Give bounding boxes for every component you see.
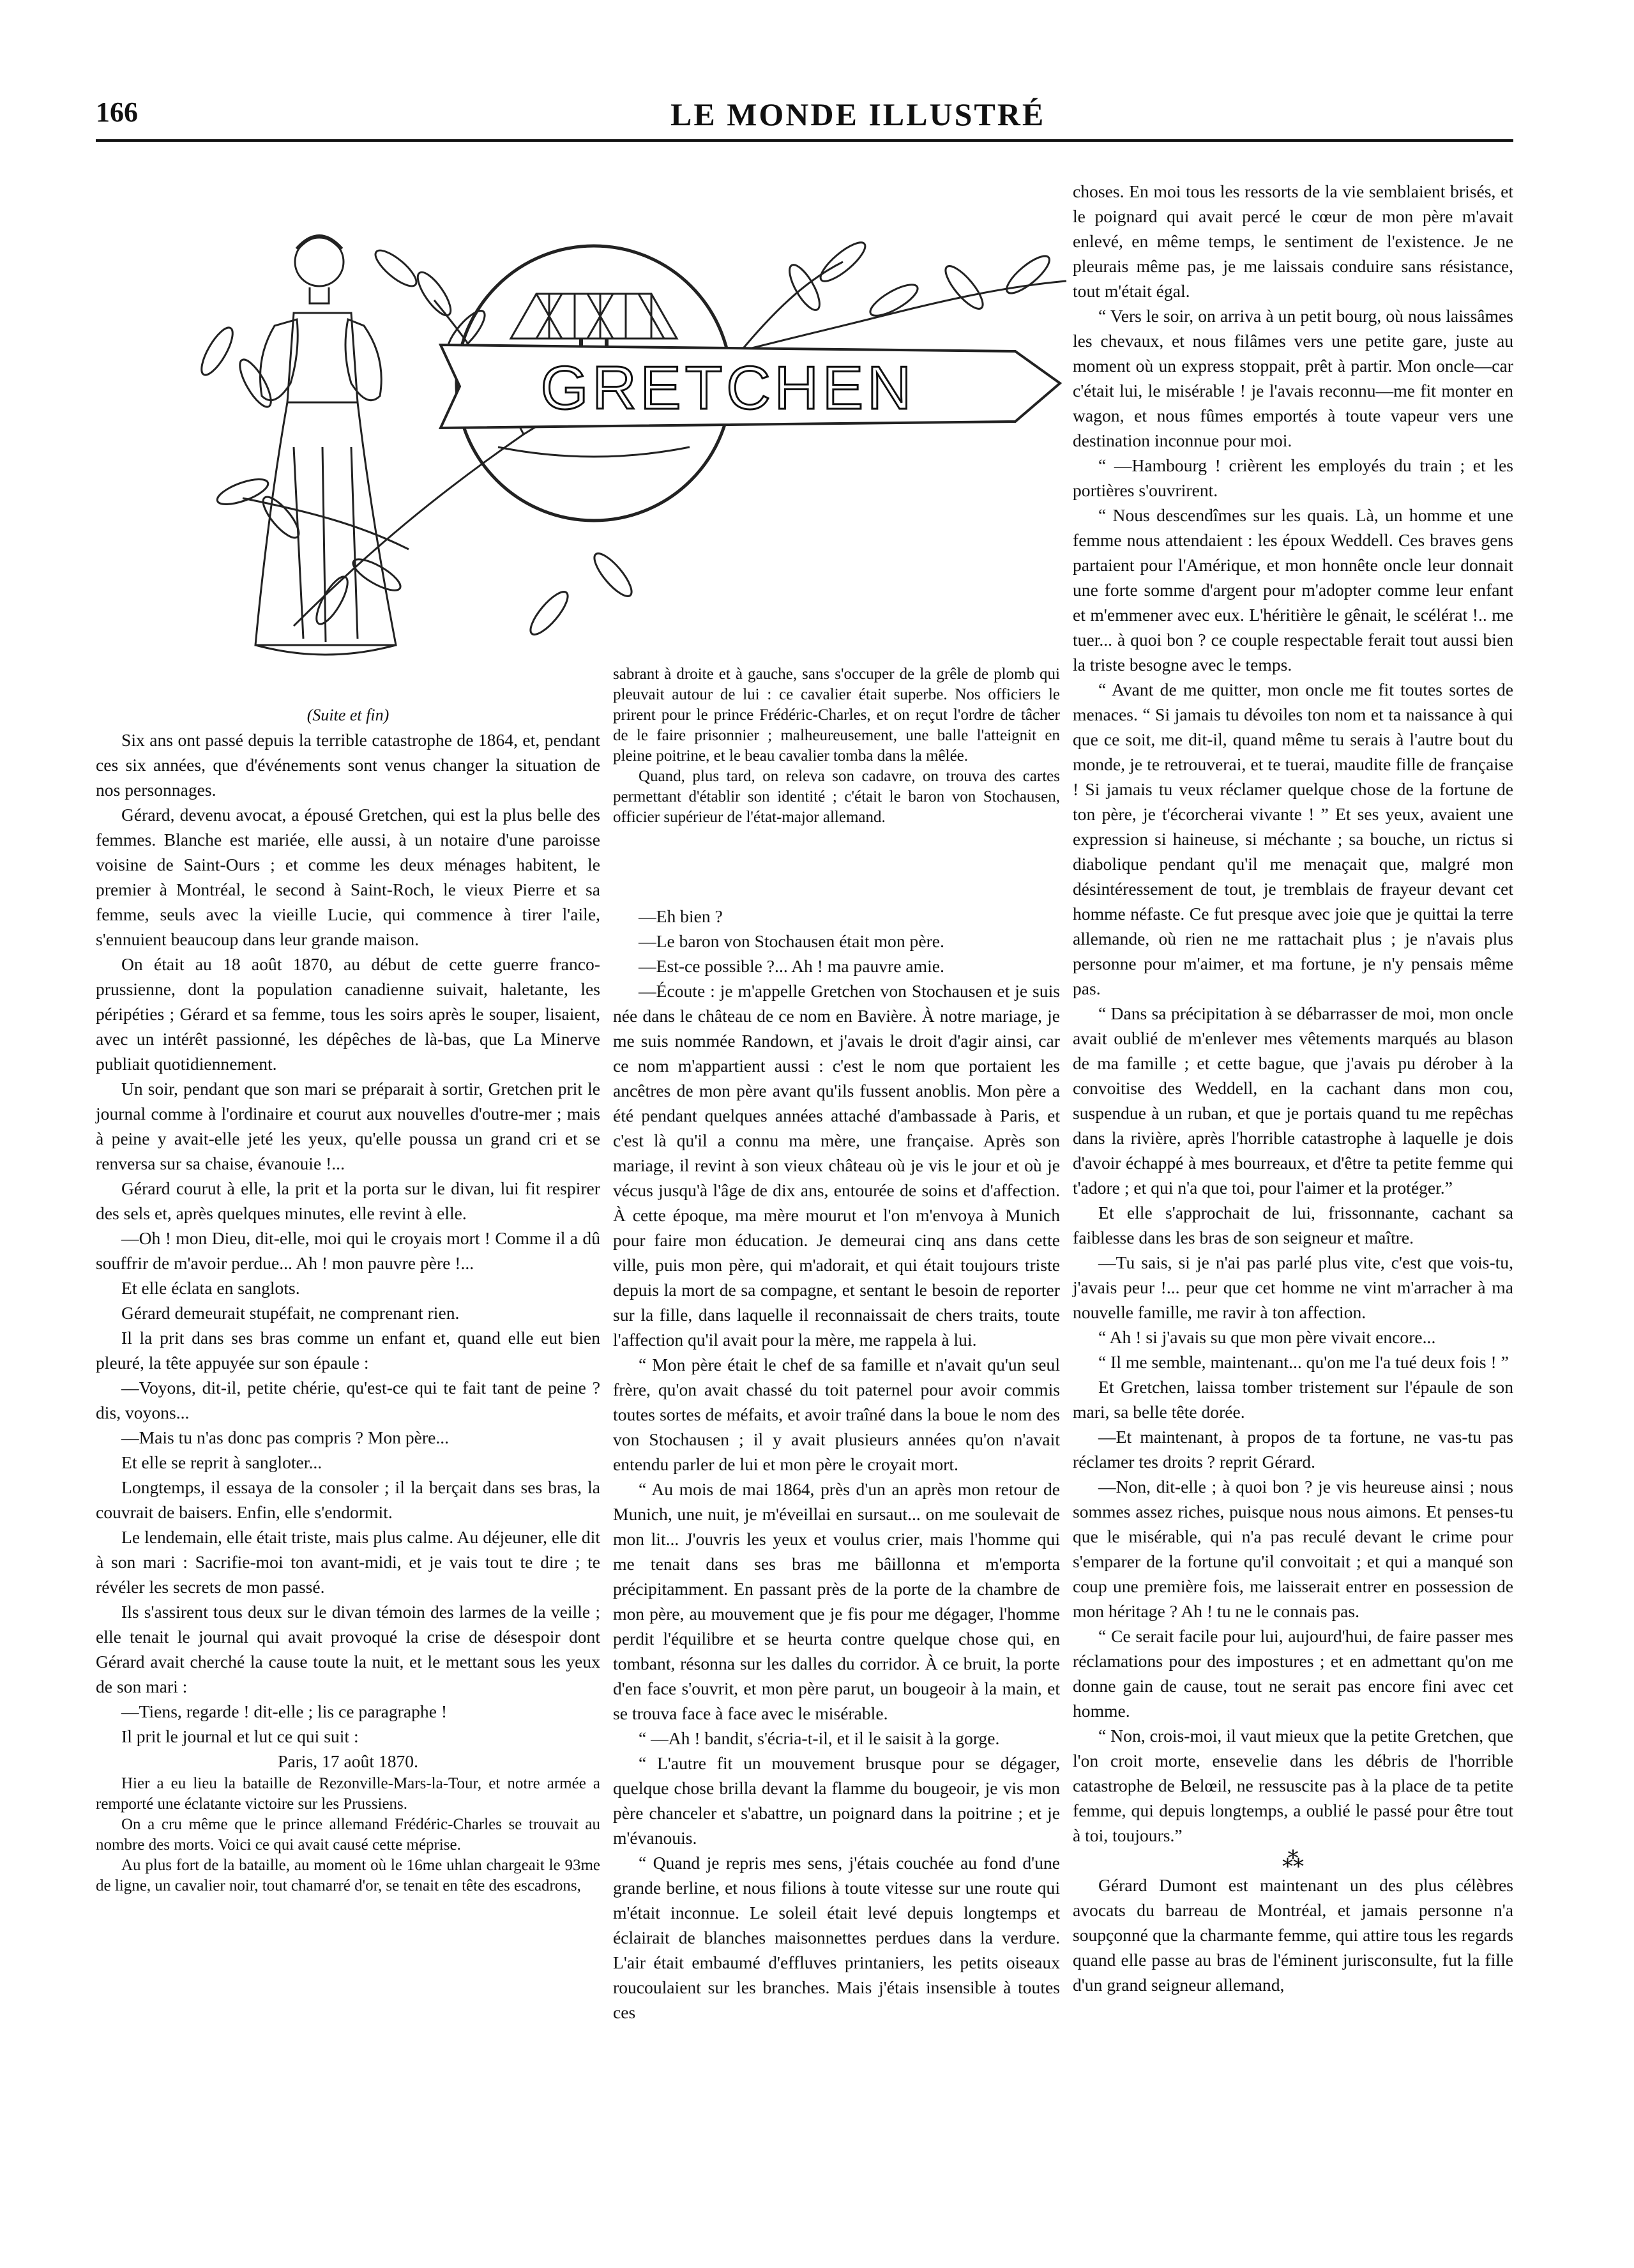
paragraph: —Écoute : je m'appelle Gretchen von Stochausen et je suis née dans le château de ce nom en Bavière. À notre mariage, je me suis nommée Randown, et j'avais le droit d'agir ainsi, car ce nom m'appartient aussi : c'est le nom que portaient les ancêtres de mon père avant qu'ils fussent anoblis. Mon père a été pendant quelques années attaché d'ambassade à Paris, et c'est là qu'il a connu ma mère, une française. Après son mariage, il revint à son vieux château où je vis le jour et où je vécus jusqu'à l'âge de dix ans, entourée de soins et d'affection. À cette époque, ma mère mourut et l'on m'envoya à Munich pour faire mon éducation. Je demeurai cinq ans dans cette ville, puis mon père, qui m'adorait, et qui était toujours triste depuis la mort de sa compagne, et sentant le besoin de reporter sur la fille, dans laquelle il reconnaissait de chers traits, toute l'affection qu'il avait pour la mère, me rappela à lui. <box>613 981 1060 1350</box>
paragraph: Six ans ont passé depuis la terrible catastrophe de 1864, et, pendant ces six années, que d'événements sont venus changer la situation de nos personnages. <box>96 730 600 800</box>
paragraph: “ Ah ! si j'avais su que mon père vivait encore... <box>1098 1327 1436 1347</box>
paragraph: “ Ce serait facile pour lui, aujourd'hui, de faire passer mes réclamations pour des impostures ; et en admettant qu'on me donne gain de cause, tout ne serait pas encore fini avec cet homme. <box>1073 1626 1513 1721</box>
news-paragraph: Au plus fort de la bataille, au moment où le 16me uhlan chargeait le 93me de ligne, un cavalier noir, tout chamarré d'or, se tenait en tête des escadrons, <box>96 1857 600 1894</box>
paragraph: Il prit le journal et lut ce qui suit : <box>121 1726 359 1746</box>
column-2-continued <box>613 904 1060 2025</box>
paragraph: “ Quand je repris mes sens, j'étais couchée au fond d'une grande berline, et nous filions à toute vitesse sur une route qui m'était inconnue. Le soleil était levé depuis longtemps et éclairait de blanches maisonnettes perdues dans la verdure. L'air était embaumé d'effluves printaniers, les petits oiseaux roucoulaient sur les branches. Mais j'étais insensible à toutes ces <box>613 1853 1060 2022</box>
paragraph: “ Au mois de mai 1864, près d'un an après mon retour de Munich, une nuit, je m'éveillai en sursaut... on me soulevait de mon lit... J'ouvris les yeux et voulus crier, mais l'homme qui me tenait dans ses bras me bâillonna et m'emporta précipitamment. En passant près de la porte de la chambre de mon père, au mouvement que je fis pour me dégager, l'homme perdit l'équilibre et se heurta contre quelque chose qui, en tombant, résonna sur les dalles du corridor. À ce bruit, la porte d'en face s'ouvrit, et mon père parut, un bougeoir à la main, et se trouva face à face avec le misérable. <box>613 1479 1060 1723</box>
paragraph: —Mais tu n'as donc pas compris ? Mon père... <box>121 1427 450 1447</box>
paragraph: “ Nous descendîmes sur les quais. Là, un homme et une femme nous attendaient : les époux Weddell. Ces braves gens partaient pour l'Amérique, et mon honnête oncle leur donnait une forte somme d'argent pour m'adopter comme leur enfant et m'emmener avec eux. L'héritière le gênait, le scélérat !.. me tuer... à quoi bon ? ce couple respectable ferait tout aussi bien la triste besogne avec le temps. <box>1073 505 1513 674</box>
journal-title: LE MONDE ILLUSTRÉ <box>670 96 1046 132</box>
paragraph: Gérard courut à elle, la prit et la porta sur le divan, lui fit respirer des sels et, après quelques minutes, elle revint à elle. <box>96 1178 600 1223</box>
paragraph: —Est-ce possible ?... Ah ! ma pauvre amie. <box>639 956 944 976</box>
news-paragraph: Hier a eu lieu la bataille de Rezonville-Mars-la-Tour, et notre armée a remporté une éclatante victoire sur les Prussiens. <box>96 1775 600 1813</box>
paragraph: —Le baron von Stochausen était mon père. <box>639 931 944 951</box>
paragraph: —Oh ! mon Dieu, dit-elle, moi qui le croyais mort ! Comme il a dû souffrir de m'avoir perdue... Ah ! mon pauvre père !... <box>96 1228 600 1273</box>
paragraph: “ Il me semble, maintenant... qu'on me l'a tué deux fois ! ” <box>1098 1352 1509 1372</box>
paragraph: “ Mon père était le chef de sa famille et n'avait qu'un seul frère, qu'on avait chassé du toit paternel pour avoir commis toutes sortes de méfaits, et avoir traîné dans la boue le nom des von Stochausen ; il y avait plusieurs années qu'on n'avait entendu parler de lui et mon père le croyait mort. <box>613 1355 1060 1474</box>
paragraph: Gérard Dumont est maintenant un des plus célèbres avocats du barreau de Montréal, et jamais personne n'a soupçonné que la charmante femme, qui attire tous les regards quand elle passe au bras de l'éminent jurisconsulte, fut la fille d'un grand seigneur allemand, <box>1073 1875 1513 1995</box>
paragraph: Gérard, devenu avocat, a épousé Gretchen, qui est la plus belle des femmes. Blanche est mariée, elle aussi, à un notaire d'une paroisse voisine de Saint-Ours ; et comme les deux ménages habitent, le premier à Montréal, le second à Saint-Roch, le vieux Pierre et sa femme, seuls avec la vieille Lucie, qui commence à tirer l'aile, s'ennuient beaucoup dans leur grande maison. <box>96 805 600 949</box>
paragraph: Gérard demeurait stupéfait, ne comprenant rien. <box>121 1303 460 1323</box>
paragraph: —Et maintenant, à propos de ta fortune, ne vas-tu pas réclamer tes droits ? reprit Gérard. <box>1073 1427 1513 1472</box>
woman-figure <box>255 236 396 655</box>
header-rule <box>96 139 1513 142</box>
paragraph: —Voyons, dit-il, petite chérie, qu'est-ce qui te fait tant de peine ? dis, voyons... <box>96 1378 600 1422</box>
paragraph: Un soir, pendant que son mari se préparait à sortir, Gretchen prit le journal comme à l'ordinaire et courut aux nouvelles d'outre-mer ; mais à peine y avait-elle jeté les yeux, qu'elle poussa un grand cri et se renversa sur sa chaise, évanouie !... <box>96 1079 600 1173</box>
paragraph: “ Dans sa précipitation à se débarrasser de moi, mon oncle avait oublié de m'enlever mes vêtements marqués au blason de ma famille ; et cette bague, que j'avais pu dérober à la convoitise des Weddell, en la cachant dans mon cou, suspendue à un ruban, et que je portais quand tu me repêchas dans la rivière, après l'horrible catastrophe à laquelle je dois d'avoir échappé à mes bourreaux, et d'être ta petite femme qui t'adore ; et qui n'a que toi, pour l'aimer et la protéger.” <box>1073 1003 1513 1198</box>
paragraph: “ Avant de me quitter, mon oncle me fit toutes sortes de menaces. “ Si jamais tu dévoiles ton nom et ta naissance à qui que ce soit, me dit-il, quand même tu serais à l'autre bout du monde, je te retrouverai, et te tuerai, maudite fille de française ! Si jamais tu veux réclamer quelque chose de la fortune de ton père, je t'écorcherai vivante ! ” Et ses yeux, avaient une expression si haineuse, si méchante ; sa bouche, un rictus si diabolique pendant qu'il me menaçait que, malgré mon désintéressement de tout, je tremblais de frayeur devant cet homme néfaste. Ce fut presque avec joie que je quittai la terre allemande, où rien ne me rattachait plus ; je n'avais plus personne pour m'aimer, et ma fortune, je n'y pensais même pas. <box>1073 680 1513 998</box>
asterism-divider: ⁂ <box>1282 1848 1304 1872</box>
paragraph: “ Vers le soir, on arriva à un petit bourg, où nous laissâmes les chevaux, et nous filâmes vers une petite gare, juste au moment où un express stoppait, prêt à partir. Mon oncle—car c'était lui, le misérable ! je l'avais reconnu—me fit monter en wagon, et nous fûmes emportés à toute vapeur vers une destination inconnue pour moi. <box>1073 306 1513 450</box>
subtitle: (Suite et fin) <box>306 706 390 724</box>
column-3 <box>1073 179 1513 1997</box>
column-1 <box>96 703 600 1896</box>
column-2 <box>613 664 1060 828</box>
paragraph: “ —Hambourg ! crièrent les employés du train ; et les portières s'ouvrirent. <box>1073 455 1513 500</box>
paragraph: Ils s'assirent tous deux sur le divan témoin des larmes de la veille ; elle tenait le journal qui avait provoqué la crise de désespoir dont Gérard avait cherché la cause toute la nuit, et le mettant sous les yeux de son mari : <box>96 1602 600 1696</box>
dateline: Paris, 17 août 1870. <box>278 1751 418 1771</box>
paragraph: Longtemps, il essaya de la consoler ; il la berçait dans ses bras, la couvrait de baisers. Enfin, elle s'endormit. <box>96 1477 600 1522</box>
paragraph: Et elle s'approchait de lui, frissonnante, cachant sa faiblesse dans les bras de son seigneur et maître. <box>1073 1203 1513 1247</box>
paragraph: choses. En moi tous les ressorts de la vie semblaient brisés, et le poignard qui avait percé le cœur de mon père m'avait enlevé, en même temps, le sentiment de l'existence. Je ne pleurais même pas, je me laissais conduire sans résistance, tout m'était égal. <box>1073 181 1513 301</box>
paragraph: Et Gretchen, laissa tomber tristement sur l'épaule de son mari, sa belle tête dorée. <box>1073 1377 1513 1422</box>
paragraph: —Tu sais, si je n'ai pas parlé plus vite, c'est que vois-tu, j'avais peur !... peur que cet homme ne vint m'arracher à ma nouvelle famille, me ravir à ton affection. <box>1073 1252 1513 1322</box>
paragraph: “ L'autre fit un mouvement brusque pour se dégager, quelque chose brilla devant la flamme du bougeoir, je vis mon père chanceler et s'abattre, un poignard dans la poitrine ; et je m'évanouis. <box>613 1753 1060 1848</box>
gretchen-illustration <box>166 192 1079 677</box>
banner-title: GRETCHEN <box>540 354 916 422</box>
news-paragraph: sabrant à droite et à gauche, sans s'occuper de la grêle de plomb qui pleuvait autour de lui : ce cavalier était superbe. Nos officiers le prirent pour le prince Frédéric-Charles, et on reçut l'ordre de tâcher de le faire prisonnier ; malheureusement, une balle l'atteignit en pleine poitrine, et le beau cavalier tomba dans la mêlée. <box>613 666 1060 765</box>
paragraph: On était au 18 août 1870, au début de cette guerre franco-prussienne, dont la population canadienne suivait, haletante, les péripéties ; Gérard et sa femme, tous les soirs après le souper, lisaient, avec un intérêt passionné, les dépêches de là-bas, que La Minerve publiait quotidiennement. <box>96 954 600 1074</box>
paragraph: —Non, dit-elle ; à quoi bon ? je vis heureuse ainsi ; nous sommes assez riches, puisque nous nous aimons. Et penses-tu que le misérable, qui n'a pas reculé devant le crime pour s'emparer de la fortune qu'il convoitait ; et qui a manqué son coup une première fois, me laisserait entrer en possession de mon héritage ? Ah ! tu ne le connais pas. <box>1073 1477 1513 1621</box>
news-paragraph: Quand, plus tard, on releva son cadavre, on trouva des cartes permettant d'établir son identité ; c'était le baron von Stochausen, officier supérieur de l'état-major allemand. <box>613 768 1060 826</box>
paragraph: Et elle éclata en sanglots. <box>121 1278 300 1298</box>
paragraph: Et elle se reprit à sangloter... <box>121 1452 322 1472</box>
paragraph: —Eh bien ? <box>639 906 723 926</box>
news-paragraph: On a cru même que le prince allemand Frédéric-Charles se trouvait au nombre des morts. Voici ce qui avait causé cette méprise. <box>96 1816 600 1853</box>
paragraph: Il la prit dans ses bras comme un enfant et, quand elle eut bien pleuré, la tête appuyée sur son épaule : <box>96 1328 600 1373</box>
paragraph: —Tiens, regarde ! dit-elle ; lis ce paragraphe ! <box>121 1701 448 1721</box>
paragraph: Le lendemain, elle était triste, mais plus calme. Au déjeuner, elle dit à son mari : Sacrifie-moi ton avant-midi, et je vais tout te dire ; te révéler les secrets de mon passé. <box>96 1527 600 1597</box>
page-number: 166 <box>96 96 138 128</box>
paragraph: “ Non, crois-moi, il vaut mieux que la petite Gretchen, que l'on croit morte, ensevelie dans les débris de l'horrible catastrophe de Belœil, ne ressuscite pas à la place de ta petite femme, qui depuis longtemps, a oublié le passé pour être tout à toi, toujours.” <box>1073 1726 1513 1845</box>
paragraph: “ —Ah ! bandit, s'écria-t-il, et il le saisit à la gorge. <box>639 1728 1000 1748</box>
